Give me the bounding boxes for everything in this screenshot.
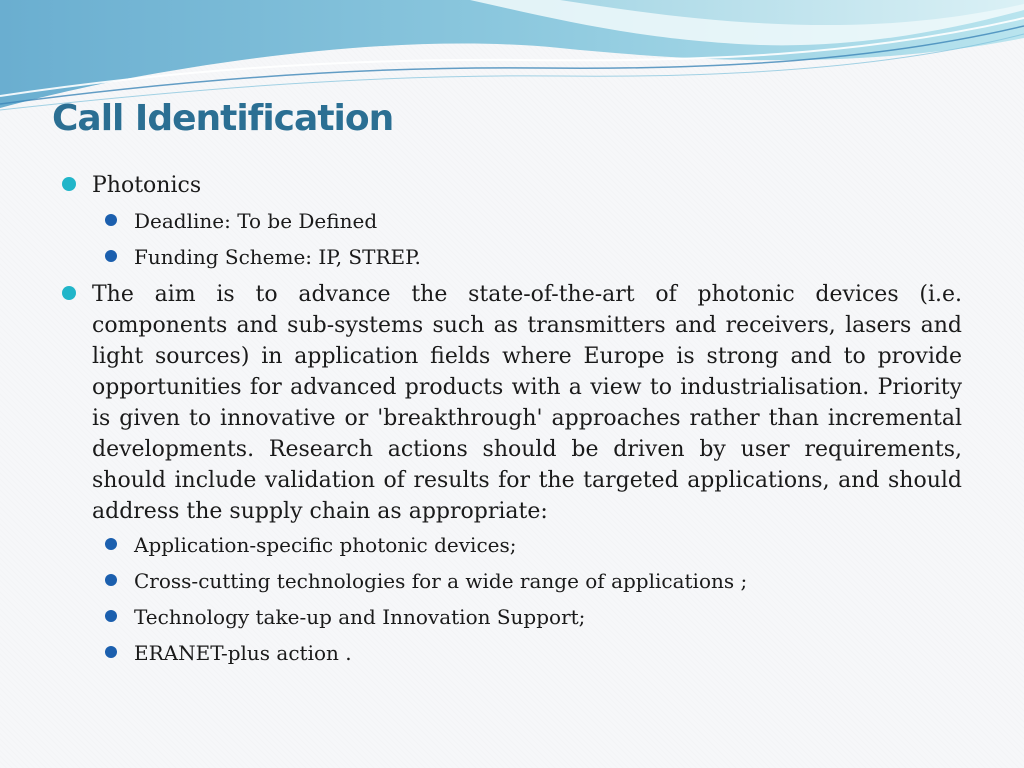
sub-bullet-deadline-text: Deadline: To be Defined: [134, 209, 378, 233]
sub-bullet-cross-cutting-text: Cross-cutting technologies for a wide range of applications ;: [134, 569, 748, 593]
sub-bullet-technology-take-up: [134, 599, 964, 635]
sub-bullet-dot-icon: [105, 646, 117, 658]
sub-bullet-deadline: [134, 203, 964, 239]
sub-bullet-dot-icon: [105, 574, 117, 586]
bullet-aim: [92, 279, 962, 527]
sub-bullet-dot-icon: [105, 214, 117, 226]
sub-bullet-application-specific: [134, 527, 964, 563]
sub-bullet-funding: [134, 239, 964, 275]
sub-bullet-eranet-text: ERANET-plus action .: [134, 641, 352, 665]
bullet-photonics-text: Photonics: [92, 173, 202, 198]
sub-bullet-technology-take-up-text: Technology take-up and Innovation Support;: [134, 605, 586, 629]
bullet-aim-text: The aim is to advance the state-of-the-art of photonic devices (i.e. components and sub-systems such as transmitters and receivers, lasers and light sources) in application fields where Europe is strong and to provide opportunities for advanced products with a view to industrialisation. Priority is given to innovative or 'breakthrough' approaches rather than incremental developments. Research actions should be driven by user requirements, should include validation of results for the targeted applications, and should address the supply chain as appropriate:: [92, 282, 962, 524]
bullet-dot-icon: [62, 177, 76, 191]
bullet-dot-icon: [62, 286, 76, 300]
slide-title: Call Identification: [52, 98, 394, 139]
slide-content: [0, 170, 1024, 671]
sub-bullet-dot-icon: [105, 610, 117, 622]
sub-bullet-eranet: [134, 635, 964, 671]
sub-bullet-dot-icon: [105, 250, 117, 262]
sub-bullet-cross-cutting: [134, 563, 964, 599]
sub-bullet-funding-text: Funding Scheme: IP, STREP.: [134, 245, 421, 269]
sub-bullet-dot-icon: [105, 538, 117, 550]
bullet-photonics: [92, 170, 962, 201]
sub-bullet-application-specific-text: Application-specific photonic devices;: [134, 533, 517, 557]
